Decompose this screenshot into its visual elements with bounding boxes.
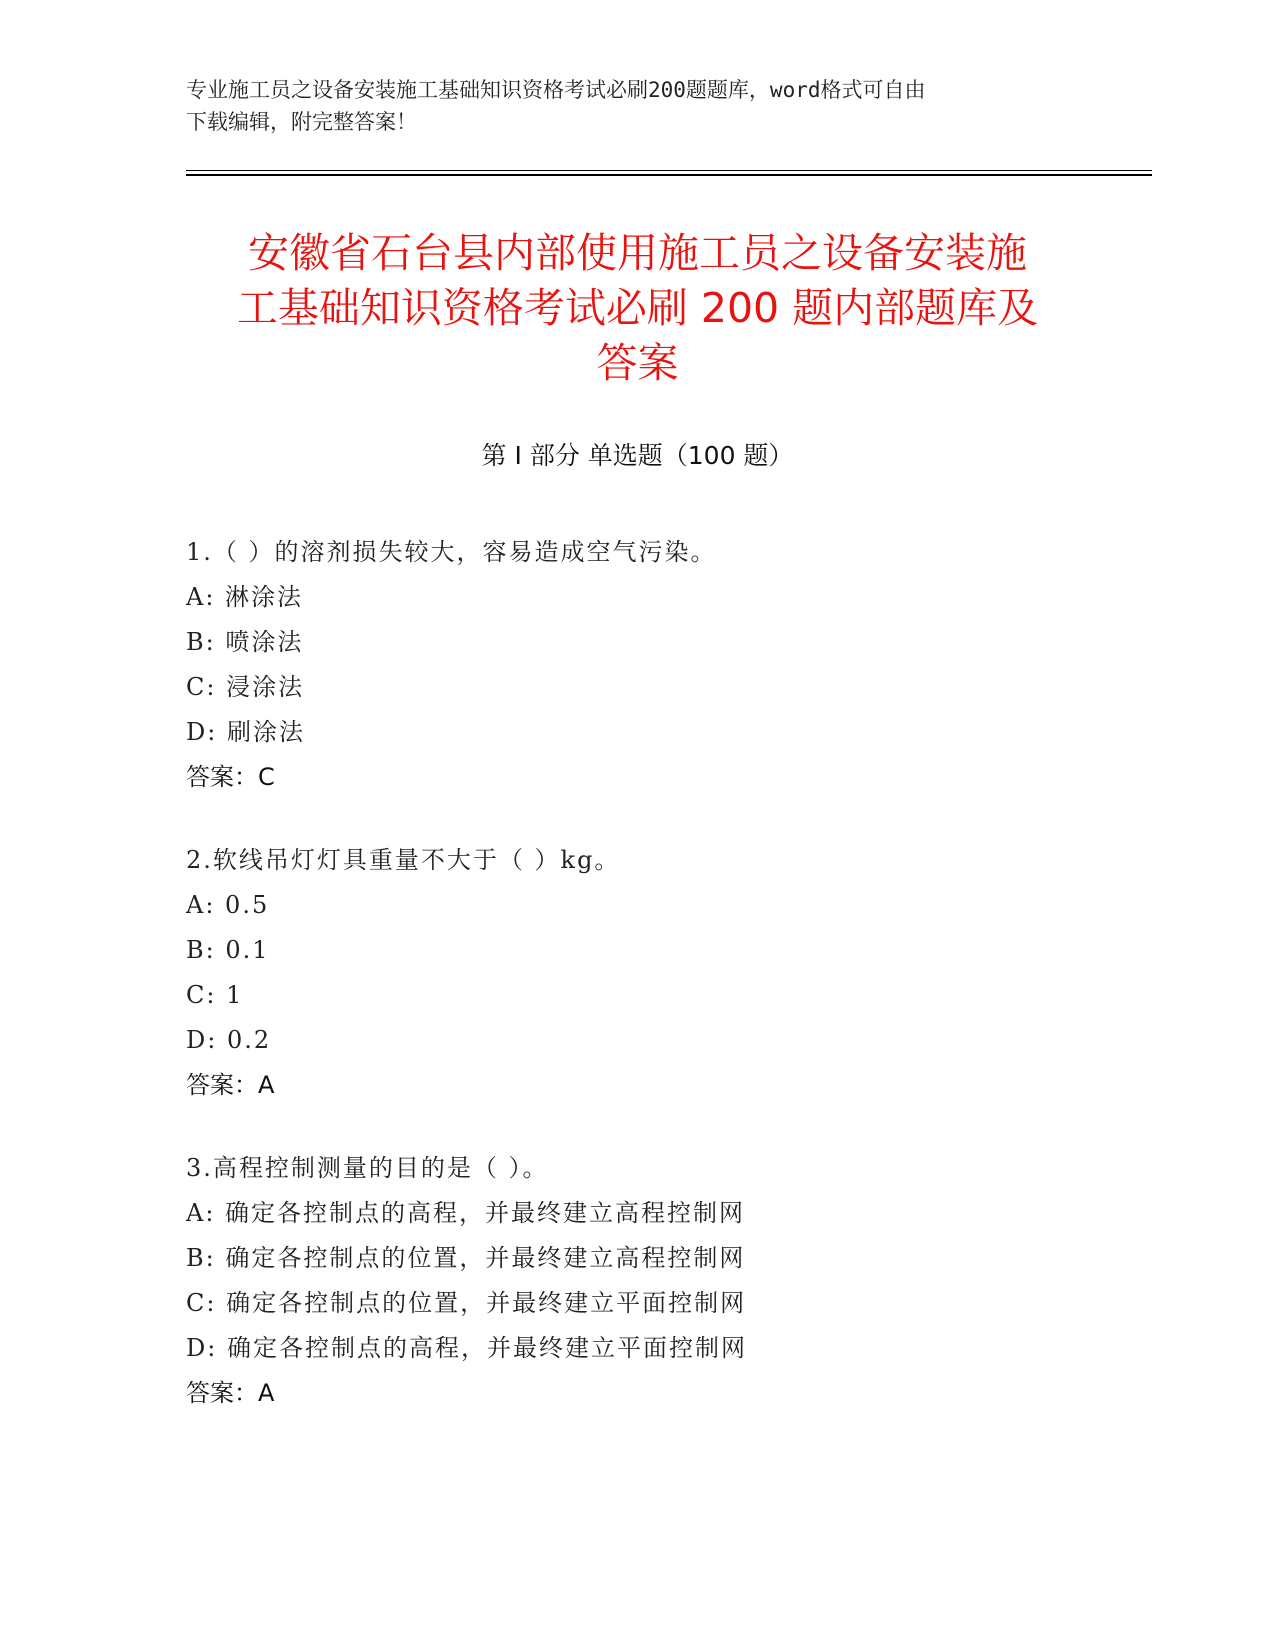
option-c: C: 确定各控制点的位置，并最终建立平面控制网 bbox=[186, 1289, 747, 1317]
document-title-line-2: 工基础知识资格考试必刷 200 题内部题库及 bbox=[236, 284, 1039, 332]
header-rule-thick bbox=[186, 174, 1152, 176]
question-1 bbox=[186, 530, 1089, 800]
header-note-line-1: 专业施工员之设备安装施工基础知识资格考试必刷200题题库，word格式可自由 bbox=[186, 78, 926, 102]
option-a: A: 0.5 bbox=[186, 891, 270, 919]
document-title-line-3: 答案 bbox=[596, 339, 679, 387]
question-list bbox=[186, 530, 1089, 1454]
question-stem: 1.（ ）的溶剂损失较大，容易造成空气污染。 bbox=[186, 538, 717, 566]
option-d: D: 确定各控制点的高程，并最终建立平面控制网 bbox=[186, 1334, 747, 1362]
answer: 答案：C bbox=[186, 763, 275, 791]
question-stem: 2.软线吊灯灯具重量不大于（ ）kg。 bbox=[186, 846, 621, 874]
answer: 答案：A bbox=[186, 1379, 275, 1407]
option-a: A: 确定各控制点的高程，并最终建立高程控制网 bbox=[186, 1199, 746, 1227]
option-b: B: 确定各控制点的位置，并最终建立高程控制网 bbox=[186, 1244, 746, 1272]
option-c: C: 1 bbox=[186, 981, 244, 1009]
option-b: B: 0.1 bbox=[186, 936, 270, 964]
option-c: C: 浸涂法 bbox=[186, 673, 305, 701]
option-a: A: 淋涂法 bbox=[186, 583, 304, 611]
option-d: D: 刷涂法 bbox=[186, 718, 305, 746]
header-rule-thin bbox=[186, 170, 1152, 171]
option-d: D: 0.2 bbox=[186, 1026, 272, 1054]
question-2 bbox=[186, 838, 1089, 1108]
document-title-line-1: 安徽省石台县内部使用施工员之设备安装施 bbox=[248, 229, 1027, 277]
document-title bbox=[186, 226, 1089, 391]
question-stem: 3.高程控制测量的目的是（ ）。 bbox=[186, 1154, 549, 1182]
header-note-line-2: 下载编辑，附完整答案！ bbox=[186, 110, 417, 134]
answer: 答案：A bbox=[186, 1071, 275, 1099]
option-b: B: 喷涂法 bbox=[186, 628, 304, 656]
question-3 bbox=[186, 1146, 1089, 1416]
section-title: 第 I 部分 单选题（100 题） bbox=[481, 441, 794, 470]
header-note bbox=[186, 74, 1066, 138]
